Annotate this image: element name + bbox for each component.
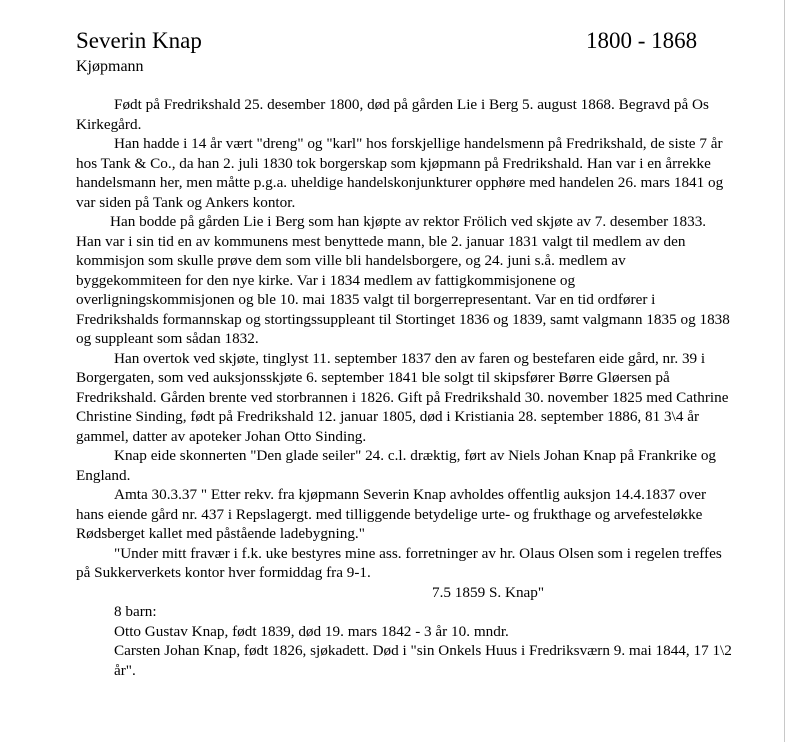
- person-name: Severin Knap: [76, 28, 202, 53]
- biography-text: [76, 95, 732, 680]
- children-heading: 8 barn:: [114, 603, 157, 620]
- children-list: [76, 602, 732, 680]
- paragraph-notice: "Under mitt fravær i f.k. uke bestyres mine ass. forretninger av hr. Olaus Olsen som i regelen treffes på Sukkerverkets kontor hver formiddag fra 9-1.: [76, 544, 722, 581]
- list-item: Otto Gustav Knap, født 1839, død 19. mars 1842 - 3 år 10. mndr.: [114, 622, 509, 640]
- paragraph-property: Han overtok ved skjøte, tinglyst 11. september 1837 den av faren og bestefaren eide gård, nr. 39 i Borgergaten, som ved auksjonsskjøte 6. september 1841 ble solgt til skipsfører Børre Gløersen på Fredrikshald. Gården brente ved storbrannen i 1826. Gift på Fredrikshald 30. november 1825 med Cathrine Christine Sinding, født på Fredrikshald 12. januar 1805, død i Kristiania 28. september 1886, 81 3\4 år gammel, datter av apoteker Johan Otto Sinding.: [76, 349, 729, 445]
- notice-signature: 7.5 1859 S. Knap": [432, 583, 545, 601]
- paragraph-auction: Amta 30.3.37 " Etter rekv. fra kjøpmann Severin Knap avholdes offentlig auksjon 14.4.1837 over hans eiende gård nr. 437 i Repslagergt. med tilliggende betydelige urte- og frukthage og arvefesteløkke Rødsberget kallet med påstående ladebygning.": [76, 486, 707, 542]
- paragraph-civic: Han bodde på gården Lie i Berg som han kjøpte av rektor Frölich ved skjøte av 7. desember 1833. Han var i sin tid en av kommunens mest benyttede mann, ble 2. januar 1831 valgt til medlem av den kommisjon som skulle prøve dem som ville bli handelsborgere, og 24. juni s.å. medlem av byggekommiteen for den nye kirke. Var i 1834 medlem av fattigkommisjonene og overligningskommisjonen og ble 10. mai 1835 valgt til borgerrepresentant. Var en tid ordfører i Fredrikshalds formannskap og stortingssuppleant til Stortinget 1836 og 1839, samt valgmann 1835 og 1838 og suppleant som sådan 1832.: [76, 213, 730, 347]
- paragraph-birth: Født på Fredrikshald 25. desember 1800, død på gården Lie i Berg 5. august 1868. Begravd på Os Kirkegård.: [76, 96, 709, 133]
- paragraph-career: Han hadde i 14 år vært "dreng" og "karl" hos forskjellige handelsmenn på Fredrikshald, de siste 7 år hos Tank & Co., da han 2. juli 1830 tok borgerskap som kjøpmann på Fredrikshald. Han var i en årrekke handelsmann her, men måtte p.g.a. uheldige handelskonjunkturer opphøre med handelen 26. mars 1841 og var siden på Tank og Ankers kontor.: [76, 135, 724, 211]
- list-item: Carsten Johan Knap, født 1826, sjøkadett. Død i "sin Onkels Huus i Fredriksværn 9. mai 1844, 17 1\2 år".: [114, 642, 732, 679]
- occupation: Kjøpmann: [76, 58, 144, 75]
- life-years: 1800 - 1868: [586, 28, 698, 53]
- paragraph-ship: Knap eide skonnerten "Den glade seiler" 24. c.l. dræktig, ført av Niels Johan Knap på Frankrike og England.: [76, 447, 717, 484]
